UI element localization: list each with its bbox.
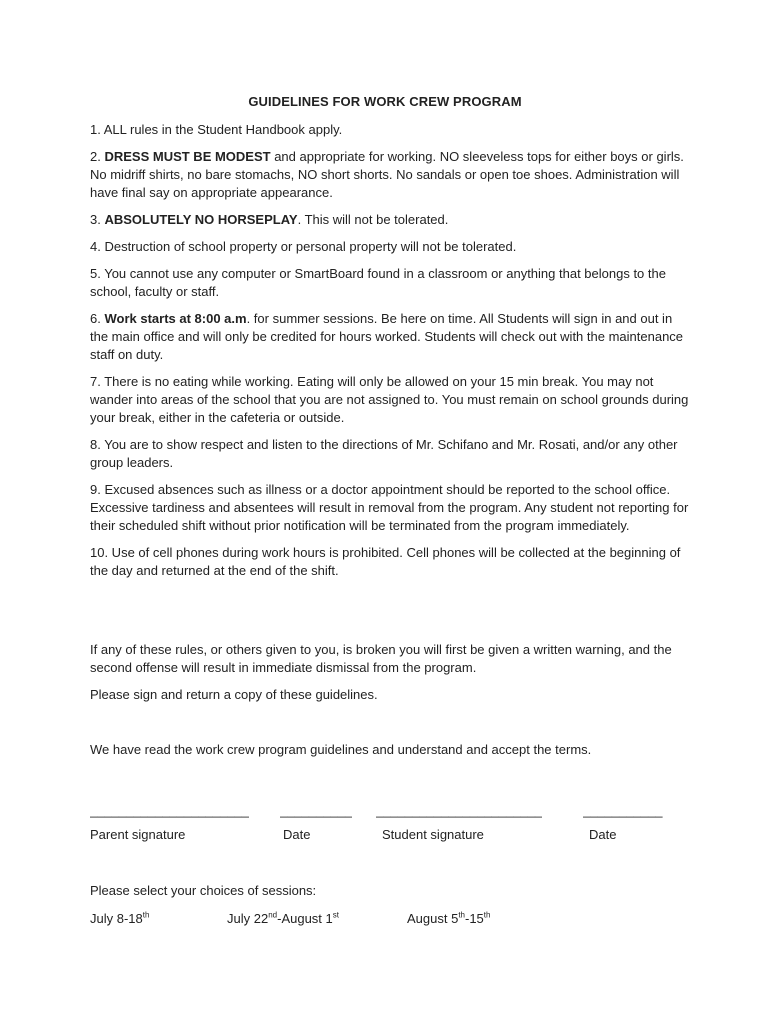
rule-item: 5. You cannot use any computer or SmartBoard found in a classroom or anything that belongs to the school, faculty or staff. [90,266,666,299]
rule-item: 7. There is no eating while working. Eating will only be allowed on your 15 min break. You may not wander into areas of the school that you are not assigned to. You must remain on school grounds during your break, either in the cafeteria or outside. [90,374,689,425]
session-option-august-5-15[interactable]: August 5th-15th [407,910,491,926]
rules-list [90,121,690,589]
parent-date-label: Date [283,827,311,842]
rule-item: 9. Excused absences such as illness or a doctor appointment should be reported to the school office. Excessive tardiness and absentees will result in removal from the program. Any student not reporting for their scheduled shift without prior notification will be terminated from the program immediately. [90,482,689,533]
parent-signature-line[interactable]: ______________________ [90,803,250,818]
session-option-july-22-august-1[interactable]: July 22nd-August 1st [227,910,339,926]
session-option-july-8-18[interactable]: July 8-18th [90,910,150,926]
rule-item: 8. You are to show respect and listen to the directions of Mr. Schifano and Mr. Rosati, and/or any other group leaders. [90,437,678,470]
parent-signature-label: Parent signature [90,827,186,842]
sessions-prompt: Please select your choices of sessions: [90,883,317,898]
warning-paragraph: If any of these rules, or others given to you, is broken you will first be given a written warning, and the second offense will result in immediate dismissal from the program. [90,642,672,675]
rule-item: 6. Work starts at 8:00 a.m. for summer sessions. Be here on time. All Students will sign in and out in the main office and will only be credited for hours worked. Students will check out with the maintenance staff on duty. [90,311,684,362]
rule-item: 10. Use of cell phones during work hours is prohibited. Cell phones will be collected at the beginning of the day and returned at the end of the shift. [90,545,681,578]
parent-date-line[interactable]: __________ [280,803,353,818]
acknowledgement-text: We have read the work crew program guidelines and understand and accept the terms. [90,742,592,757]
rule-item: 2. DRESS MUST BE MODEST and appropriate for working. NO sleeveless tops for either boys or girls. No midriff shirts, no bare stomachs, NO short shorts. No sandals or open toe shoes. Administration will have final say on appropriate appearance. [90,149,684,200]
return-note: Please sign and return a copy of these guidelines. [90,687,378,702]
student-date-label: Date [589,827,617,842]
rule-item: 4. Destruction of school property or personal property will not be tolerated. [90,239,517,254]
student-signature-line[interactable]: _______________________ [376,803,543,818]
rule-item: 3. ABSOLUTELY NO HORSEPLAY. This will not be tolerated. [90,212,449,227]
document-title: GUIDELINES FOR WORK CREW PROGRAM [248,94,522,109]
student-date-line[interactable]: ___________ [583,803,663,818]
rule-item: 1. ALL rules in the Student Handbook apply. [90,122,343,137]
student-signature-label: Student signature [382,827,484,842]
